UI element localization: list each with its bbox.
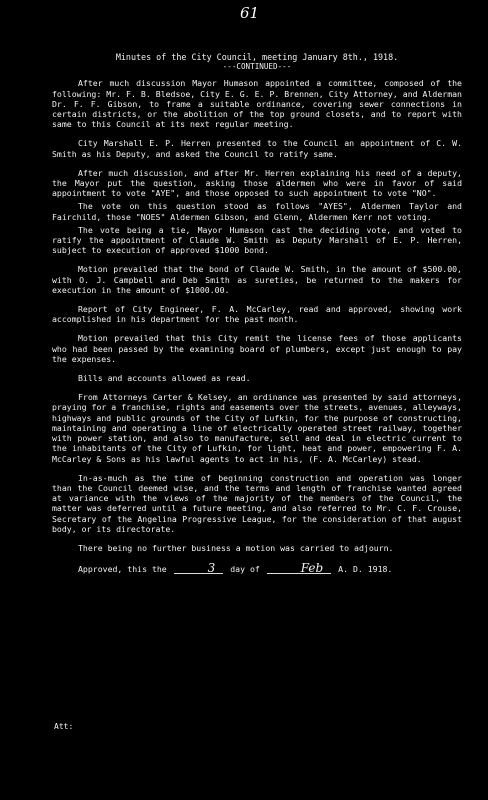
approval-line [52,563,462,574]
paragraph-vote-tally: The vote on this question stood as follows "AYES", Aldermen Taylor and Fairchild, those "NOES" Aldermen Gibson, and Glenn, Aldermen Kerr not voting. [52,201,462,222]
minutes-title: Minutes of the City Council, meeting January 8th., 1918. [115,52,399,62]
paragraph-engineer-report: Report of City Engineer, F. A. McCarley, read and approved, showing work accomplished in his department for the past month. [52,304,462,325]
approval-prefix: Approved, this the [78,564,167,575]
paragraph-franchise-ordinance: From Attorneys Carter & Kelsey, an ordinance was presented by said attorneys, praying for a franchise, rights and easements over the streets, avenues, alleyways, highways and public grounds of the City of Lufkin, for the purpose of constructing, maintaining and operating a line of electrically operated street railway, together with power station, and also to manufacture, sell and deal in electric current to the inhabitants of the City of Lufkin, for light, heat and power, empowering F. A. McCarley & Sons as his lawful agents to act in his, (F. A. McCarley) stead. [52,392,462,464]
paragraph-adjourn: There being no further business a motion was carried to adjourn. [78,542,394,553]
paragraph-marshall-appointment: City Marshall E. P. Herren presented to the Council an appointment of C. W. Smith as his Deputy, and asked the Council to ratify same. [52,138,462,159]
paragraph-franchise-deferred: In-as-much as the time of beginning construction and operation was longer than the Council deemed wise, and the terms and length of franchise wanted agreed at variance with the views of the majority of the members of the Council, the matter was deferred until a future meeting, and also referred to Mr. C. F. Crouse, Secretary of the Angelina Progressive League, for the consideration of that august body, or its directorate. [52,472,462,534]
page-number: 61 [240,4,260,22]
paragraph-license-fees: Motion prevailed that this City remit the license fees of those applicants who had been passed by the examining board of plumbers, except just enough to pay the expenses. [52,333,462,364]
paragraph-tie-vote: The vote being a tie, Mayor Humason cast the deciding vote, and voted to ratify the appointment of Claude W. Smith as Deputy Marshall of E. P. Herren, subject to execution of approved $1000 bond. [52,224,462,256]
attest-mark: Att: [54,722,74,731]
paragraph-bond-motion: Motion prevailed that the bond of Claude W. Smith, in the amount of $500.00, with O. J. Campbell and Deb Smith as sureties, be returned to the makers for execution in the amount of $1000.00. [52,264,462,295]
paragraph-bills: Bills and accounts allowed as read. [78,373,251,384]
approval-middle: day of [230,564,260,575]
paragraph-committee: After much discussion Mayor Humason appointed a committee, composed of the following: Mr. F. B. Bledsoe, City E. G. E. P. Brennen, City Attorney, and Alderman Dr. F. F. Gibson, to frame a suitable ordinance, covering sewer connections in certain districts, or the abolition of the top ground closets, and to report with same to this Council at its next regular meeting. [52,78,462,130]
minutes-subtitle: ---CONTINUED--- [222,62,292,72]
paragraph-deputy-discussion: After much discussion, and after Mr. Herren explaining his need of a deputy, the Mayor put the question, asking those aldermen who were in favor of said appointment to vote "AYE", and those opposed to such appointment to vote "NO". [52,167,462,199]
approval-month: Feb [267,563,331,574]
approval-day: 3 [174,563,224,574]
approval-suffix: A. D. 1918. [338,564,393,575]
